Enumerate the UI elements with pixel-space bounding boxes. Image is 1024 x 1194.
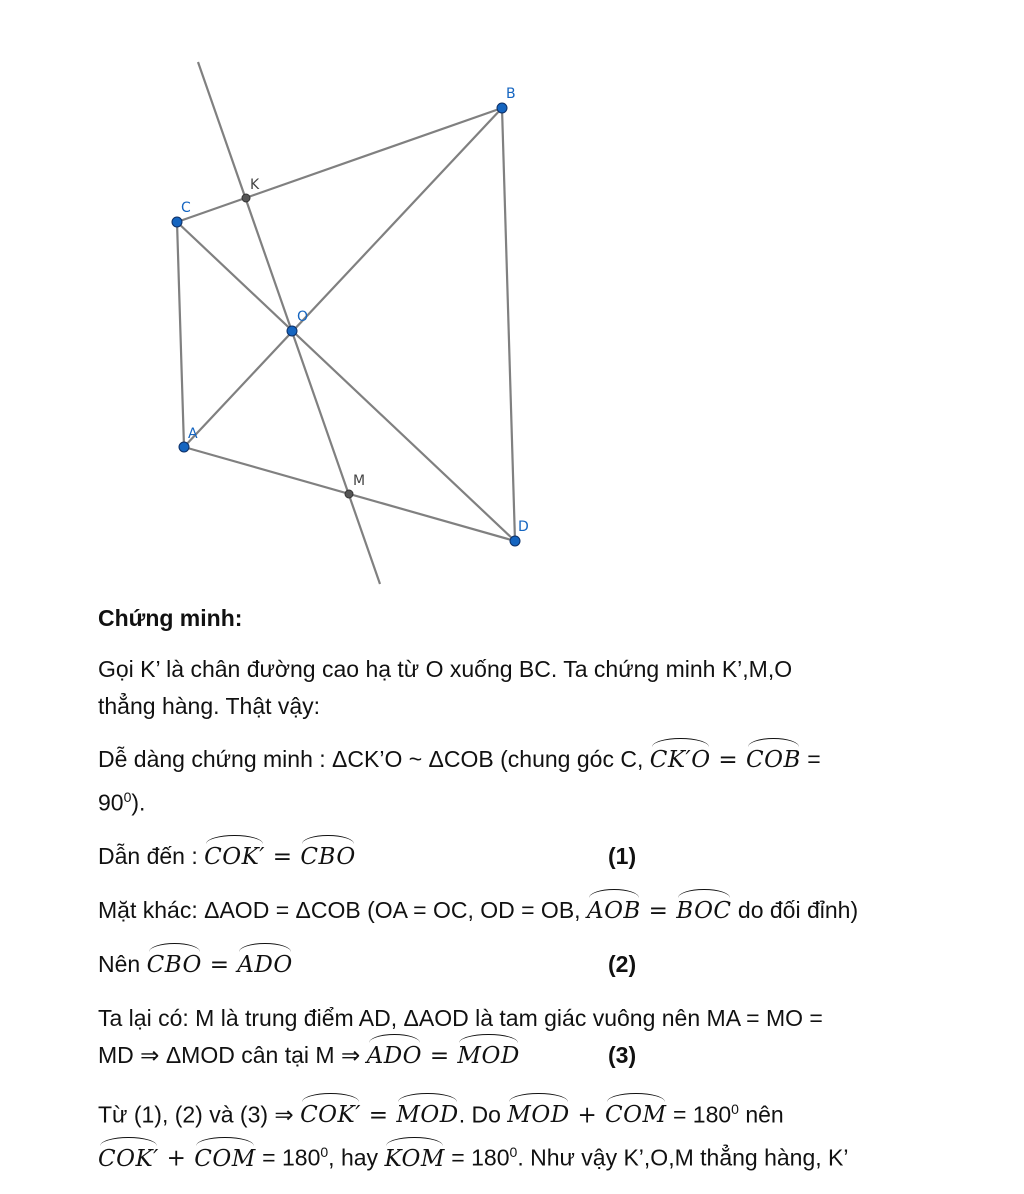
label-k: K bbox=[250, 177, 260, 193]
p5-eq: = bbox=[201, 951, 238, 978]
p5-prefix: Nên bbox=[98, 950, 147, 977]
p7-l1-end: nên bbox=[738, 1101, 784, 1128]
p3-eq: = bbox=[265, 843, 301, 870]
p7-l1-mid: . Do bbox=[458, 1101, 508, 1128]
p7-l2-val2: = 180 bbox=[444, 1144, 510, 1171]
paragraph-1 bbox=[98, 651, 928, 725]
p4-prefix: Mặt khác: ΔAOD = ΔCOB (OA = OC, OD = OB, bbox=[98, 896, 587, 923]
equation-tag-3: (3) bbox=[608, 1041, 637, 1068]
p3-prefix: Dẫn đến : bbox=[98, 842, 205, 869]
point-d bbox=[510, 536, 520, 546]
label-m: M bbox=[353, 473, 366, 489]
angle-kom: KOM bbox=[384, 1141, 444, 1178]
label-d: D bbox=[518, 519, 529, 535]
p7-l1-degree: 0 bbox=[731, 1100, 739, 1117]
point-c bbox=[172, 217, 182, 227]
p4-suffix: do đối đỉnh) bbox=[731, 896, 859, 923]
proof-heading: Chứng minh: bbox=[98, 605, 243, 631]
point-a bbox=[179, 442, 189, 452]
p7-l1-plus: + bbox=[569, 1102, 606, 1129]
equation-tag-2: (2) bbox=[608, 950, 637, 977]
equation-tag-1: (1) bbox=[608, 842, 637, 869]
p2-degree: 0 bbox=[123, 789, 132, 805]
p6-prefix: MD ⇒ ΔMOD cân tại M ⇒ bbox=[98, 1041, 367, 1068]
paragraph-7 bbox=[98, 1091, 928, 1178]
line-ko-through bbox=[198, 62, 380, 584]
angle-aob: AOB bbox=[587, 893, 641, 930]
segment-cb bbox=[177, 108, 502, 222]
p2-end: ). bbox=[131, 789, 146, 816]
p7-l2-degree-1: 0 bbox=[320, 1144, 329, 1161]
paragraph-3 bbox=[98, 838, 928, 876]
paragraph-5 bbox=[98, 946, 928, 984]
p4-eq: = bbox=[640, 897, 677, 924]
angle-mod-3: MOD bbox=[507, 1097, 569, 1134]
label-a: A bbox=[188, 426, 198, 442]
p7-l1-val: = 180 bbox=[666, 1101, 732, 1128]
label-b: B bbox=[506, 86, 516, 102]
angle-cob: COB bbox=[746, 742, 801, 779]
angle-boc: BOC bbox=[676, 893, 731, 930]
angle-com: COM bbox=[605, 1097, 667, 1134]
angle-cbo: CBO bbox=[300, 839, 355, 876]
point-m bbox=[345, 490, 353, 498]
figure-lines bbox=[177, 62, 515, 584]
p7-l1-eq: = bbox=[360, 1102, 397, 1129]
angle-ado: ADO bbox=[237, 947, 292, 984]
paragraph-6 bbox=[98, 1000, 928, 1075]
proof-text bbox=[98, 600, 928, 1194]
paragraph-2 bbox=[98, 741, 928, 822]
angle-ck-o: CK′O bbox=[650, 742, 711, 779]
label-c: C bbox=[181, 200, 191, 216]
angle-com-2: COM bbox=[194, 1141, 256, 1178]
p7-l2-degree-2: 0 bbox=[509, 1144, 518, 1161]
p7-l2-plus: + bbox=[158, 1145, 195, 1172]
label-o: O bbox=[297, 309, 309, 325]
segment-bd bbox=[502, 108, 515, 541]
angle-mod-2: MOD bbox=[396, 1097, 458, 1134]
p6-eq: = bbox=[422, 1042, 458, 1069]
point-b bbox=[497, 103, 507, 113]
angle-ado-2: ADO bbox=[367, 1038, 422, 1075]
angle-cok-2: COK′ bbox=[300, 1097, 361, 1134]
point-o bbox=[287, 326, 297, 336]
p1-line-1: Gọi K’ là chân đường cao hạ từ O xuống BC. Ta chứng minh K’,M,O bbox=[98, 656, 793, 682]
p6-line-1: Ta lại có: M là trung điểm AD, ΔAOD là tam giác vuông nên MA = MO = bbox=[98, 1004, 823, 1031]
points bbox=[172, 103, 520, 546]
paragraph-4 bbox=[98, 892, 928, 930]
angle-cbo-2: CBO bbox=[147, 947, 202, 984]
segment-ca bbox=[177, 222, 184, 447]
angle-cok-3: COK′ bbox=[98, 1141, 159, 1178]
p2-suffix: = bbox=[800, 746, 821, 772]
p2-90: 90 bbox=[98, 789, 124, 816]
point-k bbox=[242, 194, 250, 202]
p2-prefix: Dễ dàng chứng minh : ΔCK’O ~ ΔCOB (chung góc C, bbox=[98, 746, 650, 772]
p7-l1-prefix: Từ (1), (2) và (3) ⇒ bbox=[98, 1101, 301, 1128]
angle-cok: COK′ bbox=[204, 839, 265, 876]
p7-l2-end: . Như vậy K’,O,M thẳng hàng, K’ bbox=[517, 1144, 849, 1171]
p7-l2-mid: , hay bbox=[328, 1144, 385, 1171]
p2-eq: = bbox=[710, 747, 746, 773]
p7-l2-val1: = 180 bbox=[255, 1144, 321, 1171]
p1-line-2: thẳng hàng. Thật vậy: bbox=[98, 693, 321, 719]
angle-mod: MOD bbox=[457, 1038, 519, 1075]
